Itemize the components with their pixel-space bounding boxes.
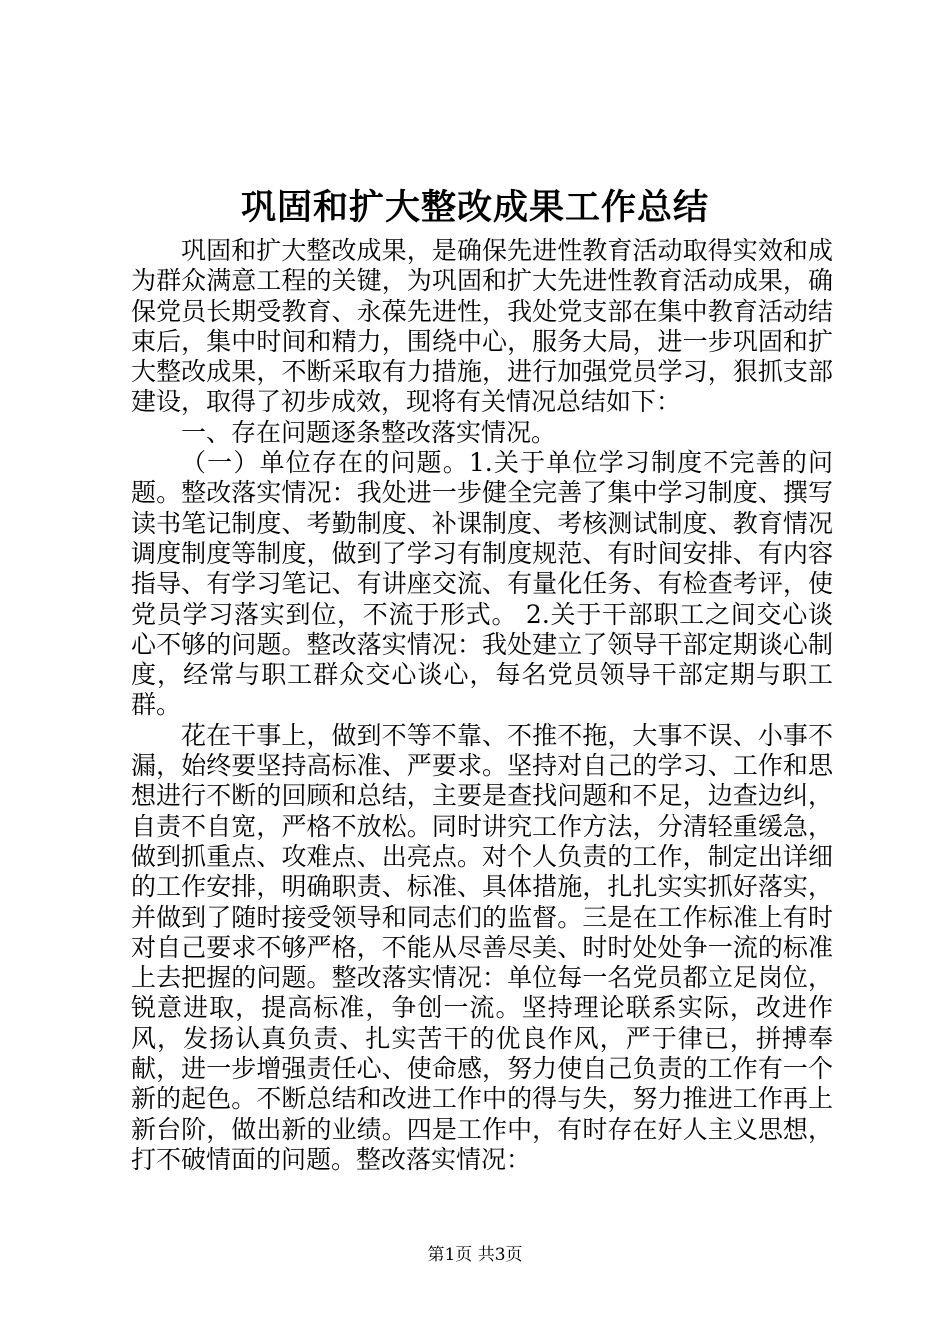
document-title: 巩固和扩大整改成果工作总结 <box>240 187 709 228</box>
paragraph-unit-problems: （一）单位存在的问题。1.关于单位学习制度不完善的问题。整改落实情况：我处进一步健全完善了集中学习制度、撰写读书笔记制度、考勤制度、补课制度、考核测试制度、教育情况调度制度等制度，做到了学习有制度规范、有时间安排、有内容指导、有学习笔记、有讲座交流、有量化任务、有检查考评，使党员学习落实到位，不流于形式。 2.关于干部职工之间交心谈心不够的问题。整改落实情况：我处建立了领导干部定期谈心制度，经常与职工群众交心谈心，每名党员领导干部定期与职工群。 <box>131 448 833 720</box>
paragraph-rectification: 花在干事上，做到不等不靠、不推不拖，大事不误、小事不漏，始终要坚持高标准、严要求。坚持对自己的学习、工作和思想进行不断的回顾和总结，主要是查找问题和不足，边查边纠，自责不自宽，严格不放松。同时讲究工作方法，分清轻重缓急，做到抓重点、攻难点、出亮点。对个人负责的工作，制定出详细的工作安排，明确职责、标准、具体措施，扎扎实实抓好落实，并做到了随时接受领导和同志们的监督。三是在工作标准上有时对自己要求不够严格，不能从尽善尽美、时时处处争一流的标准上去把握的问题。整改落实情况：单位每一名党员都立足岗位，锐意进取，提高标准，争创一流。坚持理论联系实际，改进作风，发扬认真负责、扎实苦干的优良作风，严于律已，拼搏奉献，进一步增强责任心、使命感，努力使自己负责的工作有一个新的起色。不断总结和改进工作中的得与失，努力推进工作再上新台阶，做出新的业绩。四是工作中，有时存在好人主义思想，打不破情面的问题。整改落实情况： <box>131 720 833 1174</box>
document-body <box>131 236 833 1175</box>
page-number-footer: 第1页 共3页 <box>427 1245 523 1265</box>
paragraph-section-heading: 一、存在问题逐条整改落实情况。 <box>181 417 557 447</box>
paragraph-intro: 巩固和扩大整改成果，是确保先进性教育活动取得实效和成为群众满意工程的关键，为巩固和扩大先进性教育活动成果，确保党员长期受教育、永葆先进性，我处党支部在集中教育活动结束后，集中时间和精力，围绕中心，服务大局，进一步巩固和扩大整改成果，不断采取有力措施，进行加强党员学习，狠抓支部建设，取得了初步成效，现将有关情况总结如下： <box>131 236 833 417</box>
